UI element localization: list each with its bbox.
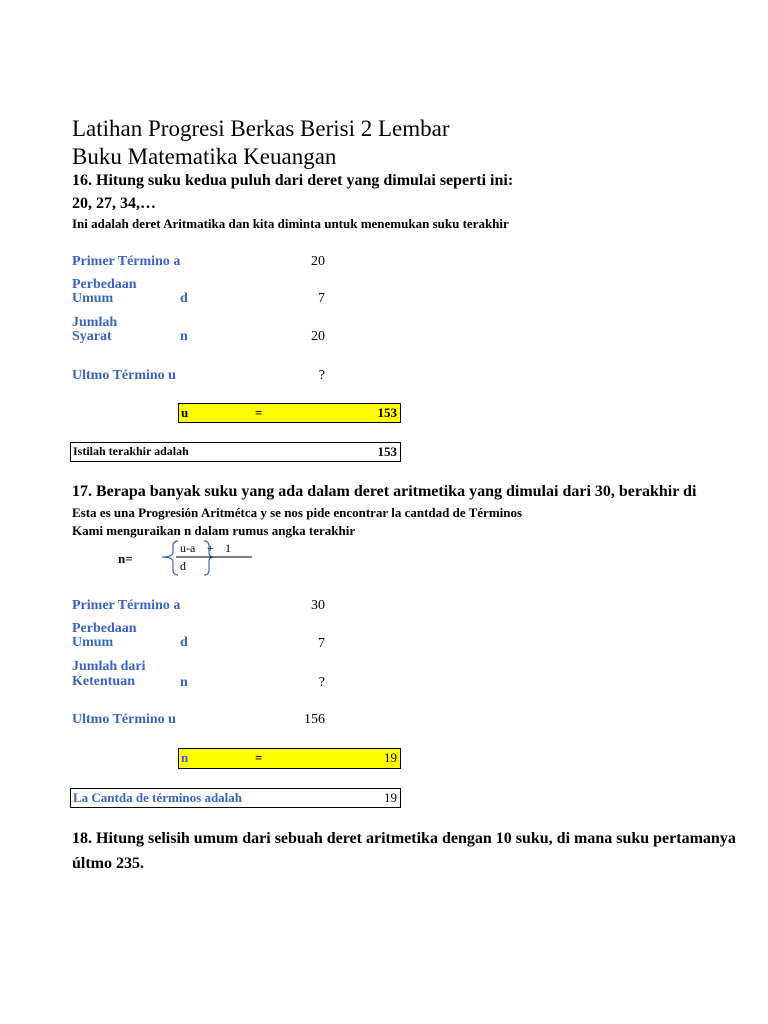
q16-count-value: 20 bbox=[311, 329, 325, 344]
q17-question: 17. Berapa banyak suku yang ada dalam deret aritmetika yang dimulai dari 30, berakhir di bbox=[72, 483, 697, 500]
q17-count-symbol: n bbox=[180, 675, 188, 690]
q17-final-label: La Cantda de términos adalah bbox=[73, 790, 243, 805]
q16-final-value: 153 bbox=[377, 444, 397, 459]
q16-result-box bbox=[178, 403, 401, 423]
q17-result-eq: = bbox=[255, 750, 263, 765]
q17-result-box bbox=[178, 748, 401, 769]
q17-first-term-label: Primer Término a bbox=[72, 598, 181, 613]
q16-question: 16. Hitung suku kedua puluh dari deret yang dimulai seperti ini: bbox=[72, 172, 514, 189]
q17-note-id: Kami menguraikan n dalam rumus angka terakhir bbox=[72, 523, 356, 538]
page-subtitle: Buku Matematika Keuangan bbox=[72, 144, 337, 169]
q16-difference-label-1: Perbedaan bbox=[72, 277, 137, 292]
q16-difference-value: 7 bbox=[318, 291, 325, 306]
q17-result-value: 19 bbox=[384, 750, 397, 765]
q17-last-term-value: 156 bbox=[304, 712, 325, 727]
q16-first-term-value: 20 bbox=[311, 254, 325, 269]
q16-last-term-label: Ultmo Término u bbox=[72, 368, 176, 383]
q16-count-label-1: Jumlah bbox=[72, 315, 118, 330]
formula-lhs: n= bbox=[118, 551, 133, 566]
q18-question-line2: últmo 235. bbox=[72, 855, 144, 872]
q16-note: Ini adalah deret Aritmatika dan kita diminta untuk menemukan suku terakhir bbox=[72, 216, 509, 231]
q17-note-es: Esta es una Progresión Aritmétca y se nos pide encontrar la cantdad de Términos bbox=[72, 505, 523, 520]
formula-plus: + bbox=[207, 541, 214, 555]
q17-difference-label-2: Umum bbox=[72, 635, 114, 650]
formula-denominator: d bbox=[180, 559, 186, 573]
q16-count-label-2: Syarat bbox=[72, 329, 112, 344]
formula-one: 1 bbox=[225, 541, 231, 555]
q16-count-symbol: n bbox=[180, 329, 188, 344]
q16-result-eq: = bbox=[255, 405, 263, 420]
q17-last-term-label: Ultmo Término u bbox=[72, 712, 176, 727]
q16-last-term-value: ? bbox=[318, 368, 325, 383]
q17-count-value: ? bbox=[318, 675, 325, 690]
q17-difference-value: 7 bbox=[318, 636, 325, 651]
q17-result-var: n bbox=[181, 750, 189, 765]
q17-count-label-1: Jumlah dari bbox=[72, 659, 146, 674]
q16-difference-label-2: Umum bbox=[72, 291, 114, 306]
q16-sequence: 20, 27, 34,… bbox=[72, 195, 156, 212]
formula-numerator: u-a bbox=[180, 541, 196, 555]
q16-result-value: 153 bbox=[377, 405, 397, 420]
q17-first-term-value: 30 bbox=[311, 598, 325, 613]
q16-final-box bbox=[70, 442, 401, 462]
page-title: Latihan Progresi Berkas Berisi 2 Lembar bbox=[72, 116, 450, 141]
q17-difference-symbol: d bbox=[180, 635, 188, 650]
q17-count-label-2: Ketentuan bbox=[72, 674, 135, 689]
q16-difference-symbol: d bbox=[180, 291, 188, 306]
q18-question-line1: 18. Hitung selisih umum dari sebuah deret aritmetika dengan 10 suku, di mana suku pertamanya bbox=[72, 830, 736, 847]
q16-result-var: u bbox=[181, 405, 189, 420]
q17-final-box bbox=[70, 788, 401, 808]
q17-final-value: 19 bbox=[384, 790, 397, 805]
q17-difference-label-1: Perbedaan bbox=[72, 621, 137, 636]
q16-first-term-label: Primer Término a bbox=[72, 254, 181, 269]
q16-final-label: Istilah terakhir adalah bbox=[73, 444, 189, 458]
